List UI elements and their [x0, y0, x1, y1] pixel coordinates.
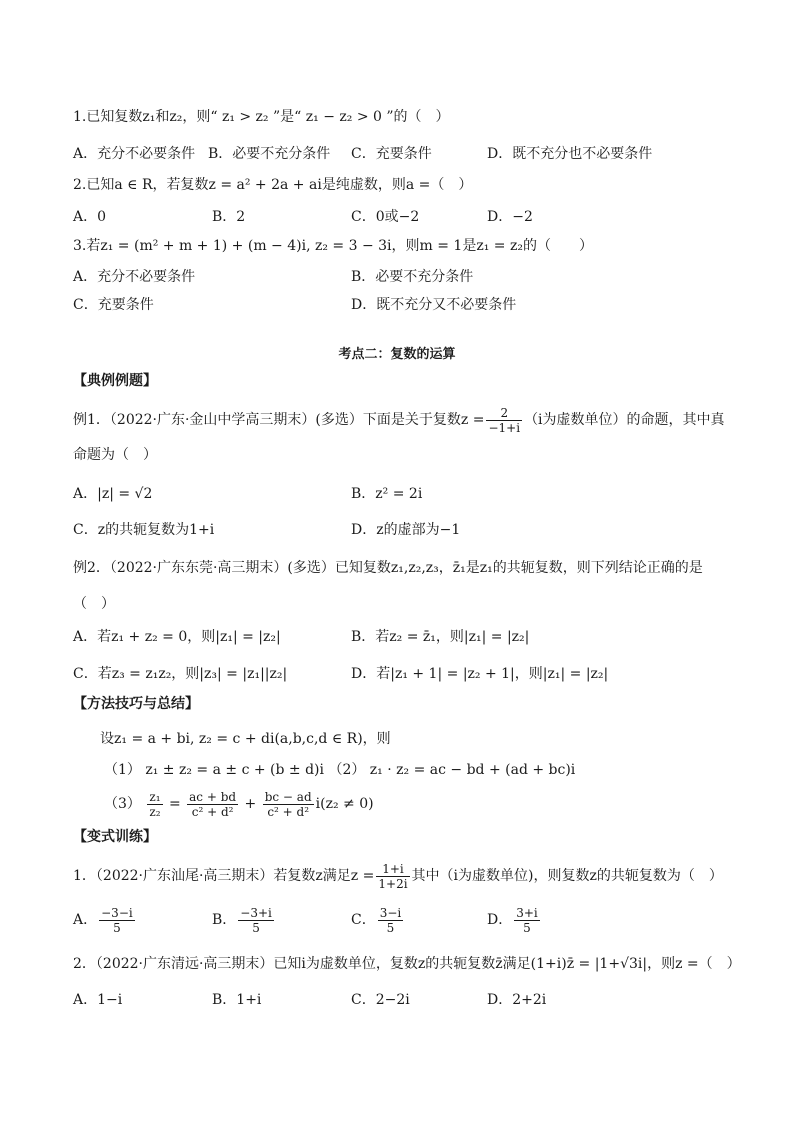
p1-option-c-label: C．	[351, 912, 376, 928]
ex2-option-d: D．若|z₁ + 1| = |z₂ + 1|，则|z₁| = |z₂|	[351, 666, 609, 682]
p2-option-a: A．1−i	[73, 992, 123, 1008]
ex2-stem-line2: （ ）	[73, 596, 115, 612]
method-frac-z1z2-num: z₁	[149, 789, 161, 804]
ex1-stem	[73, 404, 725, 436]
p1-stem	[73, 860, 723, 892]
q3-option-b: B．必要不充分条件	[351, 269, 474, 285]
ex1-stem-post: （i为虚数单位）的命题，其中真	[524, 412, 725, 428]
method-plus: +	[244, 796, 257, 812]
q1-option-a: A．充分不必要条件	[73, 146, 196, 162]
p1-stem-post: 其中（i为虚数单位)，则复数z的共轭复数为（ ）	[411, 868, 723, 884]
p1-option-a-den: 5	[113, 920, 121, 935]
method-equals: =	[168, 796, 181, 812]
method-frac-real-num: ac + bd	[189, 789, 237, 804]
q1-option-c: C．充要条件	[351, 146, 432, 162]
method-frac-imag-den: c² + d²	[267, 804, 310, 819]
p1-option-d-label: D．	[487, 912, 513, 928]
ex2-option-b: B．若z₂ = z̄₁，则|z₁| = |z₂|	[351, 629, 530, 645]
q3-option-d: D．既不充分又不必要条件	[351, 297, 517, 313]
method-line2: （1） z₁ ± z₂ = a ± c + (b ± d)i （2） z₁ · z₂ = ac − bd + (ad + bc)i	[104, 762, 576, 778]
ex1-stem-pre: 例1．（2022·广东·金山中学高三期末）(多选）下面是关于复数z =	[73, 412, 485, 428]
p2-stem: 2．（2022·广东清远·高三期末）已知i为虚数单位，复数z的共轭复数z̄满足(1+i)z̄ = |1+√3i|，则z =（ ）	[73, 956, 741, 972]
ex1-fraction-den: −1+i	[488, 420, 521, 435]
q1-stem: 1.已知复数z₁和z₂，则“ z₁ > z₂ ”是“ z₁ − z₂ > 0 ”的（ ）	[73, 109, 450, 125]
q3-stem: 3.若z₁ = (m² + m + 1) + (m − 4)i, z₂ = 3 − 3i，则m = 1是z₁ = z₂的（ ）	[73, 238, 593, 254]
p1-option-d-frac	[514, 906, 540, 935]
p1-option-a-label: A．	[73, 912, 98, 928]
q2-stem: 2.已知a ∈ R，若复数z = a² + 2a + ai是纯虚数，则a =（ ）	[73, 177, 473, 193]
p1-option-b-label: B．	[212, 912, 237, 928]
q2-option-c: C．0或−2	[351, 209, 420, 225]
ex1-option-d: D．z的虚部为−1	[351, 522, 461, 538]
q1-option-b: B．必要不充分条件	[208, 146, 331, 162]
method-frac-imag	[263, 790, 314, 819]
examples-header: 【典例例题】	[73, 373, 157, 389]
method-line3-tail: i(z₂ ≠ 0)	[315, 796, 374, 812]
p1-option-c-num: 3−i	[379, 905, 402, 920]
q2-option-a: A．0	[73, 209, 107, 225]
q2-option-b: B．2	[212, 209, 246, 225]
p1-option-a-frac	[99, 906, 135, 935]
ex2-stem: 例2．（2022·广东东莞·高三期末）(多选）已知复数z₁,z₂,z₃，z̄₁是z₁的共轭复数，则下列结论正确的是	[73, 560, 703, 576]
method-frac-real-den: c² + d²	[191, 804, 234, 819]
p2-option-d: D．2+2i	[487, 992, 547, 1008]
p1-option-d	[487, 904, 542, 936]
method-header: 【方法技巧与总结】	[73, 696, 199, 712]
p1-option-c-frac	[378, 906, 404, 935]
method-line3	[104, 788, 374, 820]
p1-fraction-den: 1+2i	[378, 876, 408, 891]
ex1-option-c: C．z的共轭复数为1+i	[73, 522, 215, 538]
ex1-fraction-num: 2	[486, 406, 522, 421]
ex2-option-a: A．若z₁ + z₂ = 0，则|z₁| = |z₂|	[73, 629, 281, 645]
method-frac-imag-num: bc − ad	[264, 789, 312, 804]
p1-option-d-den: 5	[523, 920, 531, 935]
p1-option-c-den: 5	[386, 920, 395, 935]
q1-option-d: D．既不充分也不必要条件	[487, 146, 653, 162]
ex1-fraction	[486, 406, 522, 435]
method-frac-z1z2	[147, 790, 162, 819]
p1-option-b	[212, 904, 276, 936]
p1-option-a	[73, 904, 137, 936]
method-frac-z1z2-den: z₂	[149, 804, 161, 819]
ex2-option-c: C．若z₃ = z₁z₂，则|z₃| = |z₁||z₂|	[73, 666, 288, 682]
p1-option-b-den: 5	[252, 920, 260, 935]
method-line1: 设z₁ = a + bi, z₂ = c + di(a,b,c,d ∈ R)，则	[100, 731, 391, 747]
p1-fraction-num: 1+i	[376, 862, 409, 877]
practice-header: 【变式训练】	[73, 829, 157, 845]
ex1-option-b: B．z² = 2i	[351, 486, 423, 502]
method-line3-label: （3）	[104, 796, 141, 812]
p1-stem-pre: 1．（2022·广东汕尾·高三期末）若复数z满足z =	[73, 868, 375, 884]
q3-option-a: A．充分不必要条件	[73, 269, 196, 285]
p1-option-b-num: −3+i	[240, 905, 272, 920]
p2-option-c: C．2−2i	[351, 992, 410, 1008]
section-title: 考点二：复数的运算	[338, 347, 456, 362]
p1-option-c	[351, 904, 405, 936]
p1-fraction	[376, 862, 409, 891]
ex1-stem-line2: 命题为（ ）	[73, 447, 157, 463]
q2-option-d: D．−2	[487, 209, 533, 225]
p1-option-b-frac	[238, 906, 274, 935]
p2-option-b: B．1+i	[212, 992, 262, 1008]
q3-option-c: C．充要条件	[73, 297, 154, 313]
ex1-option-a: A．|z| = √2	[73, 486, 153, 502]
p1-option-d-num: 3+i	[516, 905, 538, 920]
method-frac-real	[187, 790, 238, 819]
p1-option-a-num: −3−i	[101, 905, 133, 920]
